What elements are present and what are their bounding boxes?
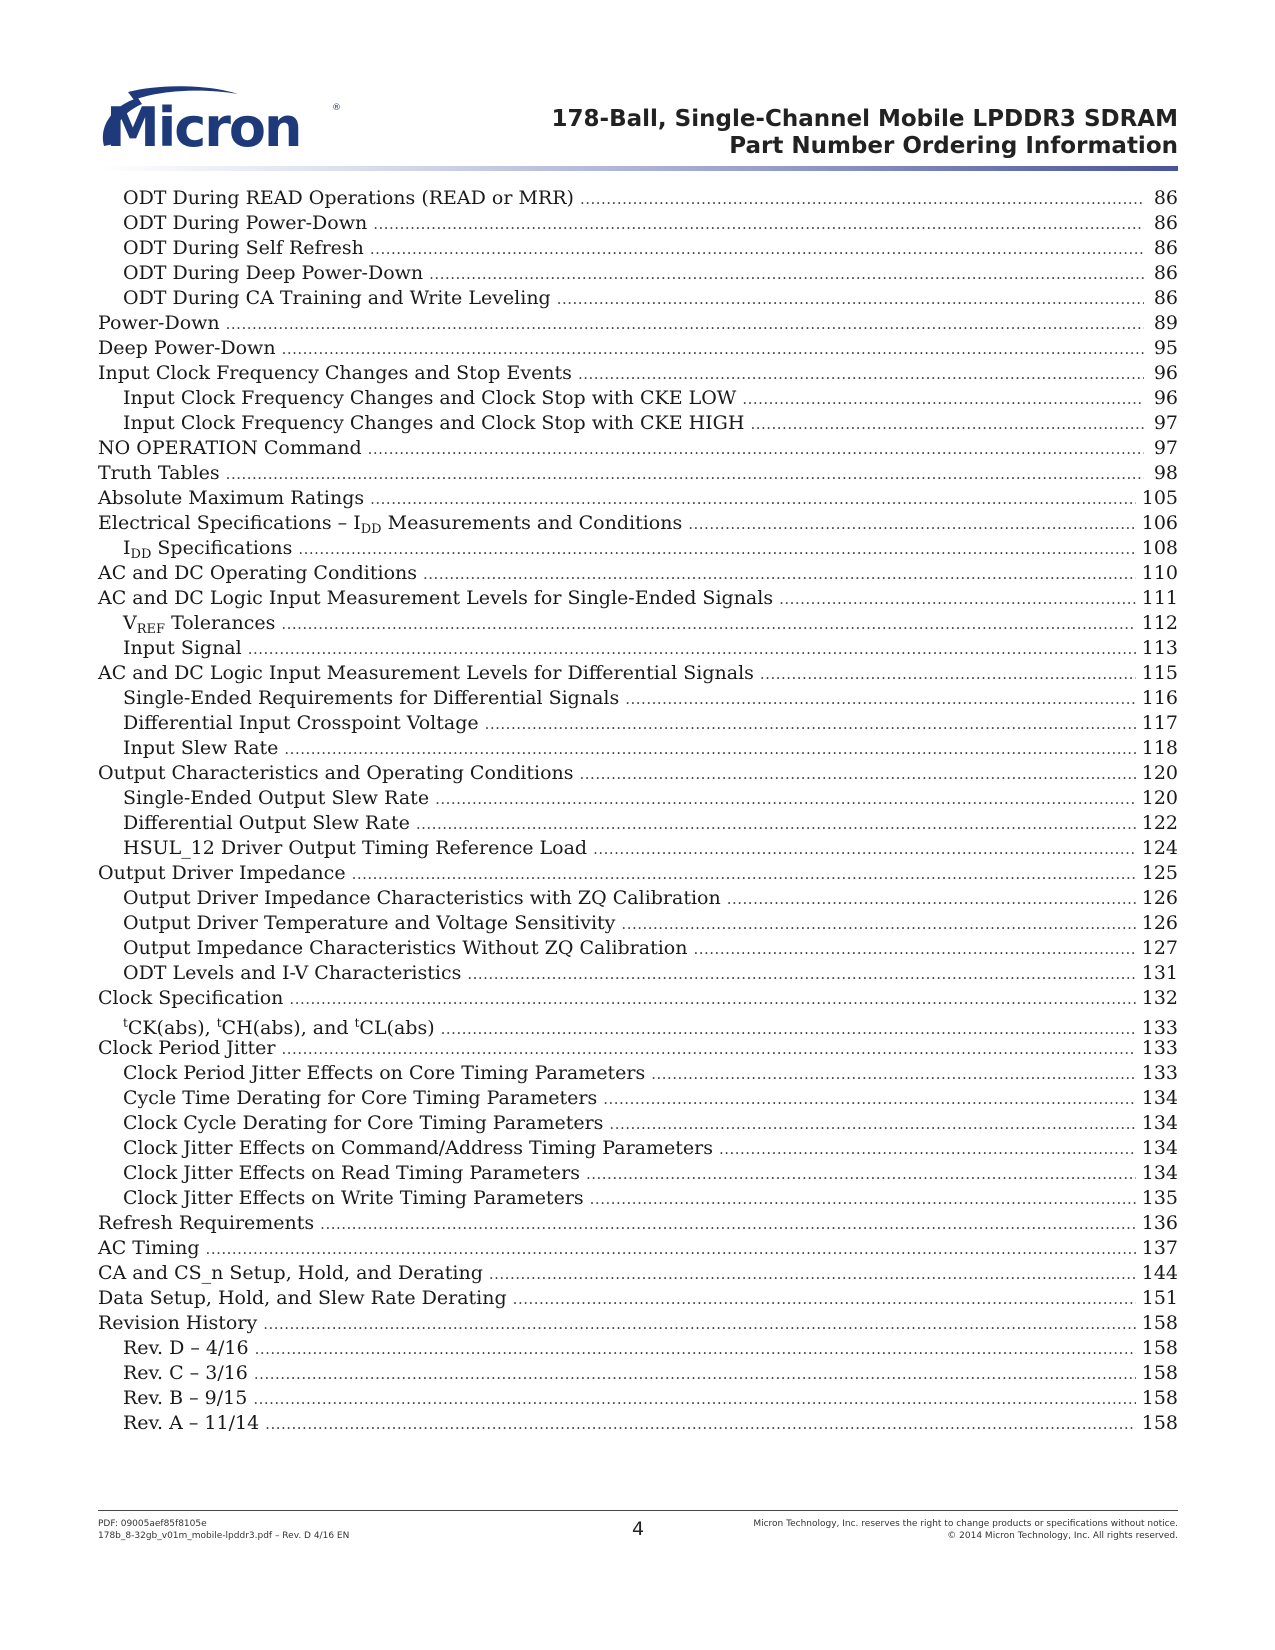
toc-entry[interactable] [98, 186, 1178, 211]
toc-entry-title: Clock Jitter Effects on Read Timing Parameters [123, 1162, 580, 1184]
toc-entry-page: 135 [1141, 1187, 1178, 1209]
toc-entry-title: Output Driver Impedance [98, 862, 346, 884]
toc-entry-title: Deep Power-Down [98, 337, 276, 359]
toc-entry-page: 95 [1153, 337, 1178, 359]
toc-entry-page: 86 [1153, 287, 1178, 309]
toc-entry[interactable] [98, 786, 1178, 811]
toc-entry-title: Input Clock Frequency Changes and Clock Stop with CKE LOW [123, 387, 737, 409]
toc-leader-dots [590, 1187, 1136, 1212]
toc-entry[interactable] [98, 1286, 1178, 1311]
toc-title-superscript: t [354, 1016, 360, 1030]
toc-leader-dots [320, 1212, 1136, 1237]
toc-leader-dots [750, 412, 1144, 437]
toc-leader-dots [467, 962, 1135, 987]
toc-entry[interactable] [98, 311, 1178, 336]
toc-entry-title: Truth Tables [98, 462, 220, 484]
title-line-1: 178-Ball, Single-Channel Mobile LPDDR3 SDRAM [551, 106, 1178, 132]
toc-entry-title: ODT During READ Operations (READ or MRR) [123, 187, 574, 209]
toc-leader-dots [586, 1162, 1136, 1187]
toc-entry-title: ODT During Deep Power-Down [123, 262, 424, 284]
toc-leader-dots [489, 1262, 1136, 1287]
toc-title-part: CK(abs), [127, 1017, 217, 1039]
toc-entry-title: Absolute Maximum Ratings [98, 487, 365, 509]
toc-entry-title: Clock Specification [98, 987, 284, 1009]
toc-entry-page: 124 [1141, 837, 1178, 859]
toc-leader-dots [254, 1362, 1136, 1387]
toc-entry-title: NO OPERATION Command [98, 437, 362, 459]
toc-leader-dots [226, 462, 1144, 487]
toc-entry[interactable] [98, 486, 1178, 511]
toc-entry-page: 158 [1141, 1412, 1178, 1434]
footer-rule [98, 1510, 1178, 1511]
toc-entry[interactable] [98, 436, 1178, 461]
toc-entry-page: 97 [1153, 412, 1178, 434]
toc-entry[interactable] [98, 386, 1178, 411]
toc-entry-page: 134 [1141, 1162, 1178, 1184]
toc-entry-page: 115 [1141, 662, 1178, 684]
toc-leader-dots [719, 1137, 1136, 1162]
toc-entry[interactable] [98, 1361, 1178, 1386]
toc-entry-title: HSUL_12 Driver Output Timing Reference Load [123, 837, 588, 859]
toc-entry-page: 111 [1141, 587, 1178, 609]
toc-entry[interactable] [98, 1061, 1178, 1086]
toc-entry[interactable] [98, 811, 1178, 836]
toc-entry[interactable] [98, 1136, 1178, 1161]
toc-entry[interactable] [98, 1311, 1178, 1336]
toc-title-superscript: t [216, 1016, 222, 1030]
toc-entry-title: Rev. B – 9/15 [123, 1387, 248, 1409]
toc-entry[interactable] [98, 1261, 1178, 1286]
toc-leader-dots [513, 1287, 1136, 1312]
toc-entry-title: Output Characteristics and Operating Conditions [98, 762, 574, 784]
toc-leader-dots [621, 912, 1135, 937]
footer-right [753, 1518, 1178, 1542]
toc-leader-dots [226, 312, 1144, 337]
toc-leader-dots [265, 1412, 1136, 1437]
toc-entry-page: 86 [1153, 262, 1178, 284]
toc-entry[interactable] [98, 961, 1178, 986]
toc-entry-title: Input Clock Frequency Changes and Clock Stop with CKE HIGH [123, 412, 745, 434]
toc-entry-page: 89 [1153, 312, 1178, 334]
toc-entry-page: 133 [1141, 1017, 1178, 1039]
toc-title-part: CH(abs), and [221, 1017, 355, 1039]
toc-entry-title: Cycle Time Derating for Core Timing Parameters [123, 1087, 598, 1109]
toc-leader-dots [423, 562, 1136, 587]
header-rule [98, 166, 1178, 171]
table-of-contents [98, 186, 1178, 1436]
toc-entry-title: ODT During Power-Down [123, 212, 368, 234]
toc-entry-page: 86 [1153, 187, 1178, 209]
toc-entry-title: AC Timing [98, 1237, 200, 1259]
toc-entry-title: Rev. A – 11/14 [123, 1412, 260, 1434]
toc-entry-page: 97 [1153, 437, 1178, 459]
toc-entry-page: 158 [1141, 1387, 1178, 1409]
copyright: © 2014 Micron Technology, Inc. All rights reserved. [947, 1531, 1178, 1541]
toc-leader-dots [206, 1237, 1136, 1262]
toc-entry-title: Clock Cycle Derating for Core Timing Parameters [123, 1112, 604, 1134]
toc-leader-dots [368, 437, 1144, 462]
page-header [98, 82, 1178, 172]
toc-title-part: V [123, 612, 137, 634]
toc-entry-page: 144 [1141, 1262, 1178, 1284]
toc-entry-page: 113 [1141, 637, 1178, 659]
toc-entry-page: 96 [1153, 387, 1178, 409]
toc-entry-page: 134 [1141, 1087, 1178, 1109]
toc-title-part: Electrical Specifications – I [98, 512, 361, 534]
toc-entry-page: 86 [1153, 237, 1178, 259]
toc-entry-page: 98 [1153, 462, 1178, 484]
page-number: 4 [631, 1518, 645, 1540]
toc-leader-dots [370, 237, 1144, 262]
toc-entry-title: AC and DC Logic Input Measurement Levels for Differential Signals [98, 662, 754, 684]
toc-entry[interactable] [98, 686, 1178, 711]
toc-leader-dots [593, 837, 1136, 862]
toc-entry[interactable] [98, 461, 1178, 486]
toc-entry-page: 110 [1141, 562, 1178, 584]
toc-entry-page: 158 [1141, 1312, 1178, 1334]
toc-leader-dots [580, 762, 1136, 787]
toc-entry-title: CA and CS_n Setup, Hold, and Derating [98, 1262, 483, 1284]
toc-entry[interactable] [98, 211, 1178, 236]
toc-entry[interactable] [98, 1161, 1178, 1186]
toc-entry-title: ODT During CA Training and Write Leveling [123, 287, 551, 309]
toc-leader-dots [282, 337, 1144, 362]
toc-entry[interactable] [98, 711, 1178, 736]
toc-entry-page: 134 [1141, 1112, 1178, 1134]
toc-entry-title: Clock Period Jitter [98, 1037, 276, 1059]
toc-entry-title: Rev. D – 4/16 [123, 1337, 249, 1359]
toc-leader-dots [284, 737, 1135, 762]
toc-entry-title: Output Driver Impedance Characteristics with ZQ Calibration [123, 887, 721, 909]
toc-entry[interactable] [98, 936, 1178, 961]
toc-leader-dots [727, 887, 1136, 912]
toc-entry-title: AC and DC Operating Conditions [98, 562, 418, 584]
toc-entry-title: AC and DC Logic Input Measurement Levels for Single-Ended Signals [98, 587, 774, 609]
toc-leader-dots [370, 487, 1136, 512]
toc-leader-dots [580, 187, 1144, 212]
toc-leader-dots [779, 587, 1136, 612]
toc-entry[interactable] [98, 286, 1178, 311]
toc-entry[interactable] [98, 911, 1178, 936]
document-title [552, 106, 1178, 160]
toc-entry-title: Single-Ended Requirements for Differential Signals [123, 687, 620, 709]
toc-title-part: Tolerances [165, 612, 276, 634]
toc-entry[interactable] [98, 561, 1178, 586]
toc-title-part: Specifications [151, 537, 293, 559]
toc-title-subscript: REF [136, 622, 166, 637]
toc-entry[interactable] [98, 586, 1178, 611]
toc-entry-page: 131 [1141, 962, 1178, 984]
toc-leader-dots [651, 1062, 1136, 1087]
toc-entry-title: Clock Jitter Effects on Command/Address Timing Parameters [123, 1137, 713, 1159]
toc-entry[interactable] [98, 761, 1178, 786]
svg-text:Micron: Micron [106, 96, 301, 159]
toc-entry[interactable] [98, 1186, 1178, 1211]
toc-title-part: Measurements and Conditions [381, 512, 683, 534]
toc-entry-title: Differential Output Slew Rate [123, 812, 410, 834]
toc-entry[interactable] [98, 1386, 1178, 1411]
toc-leader-dots [485, 712, 1136, 737]
toc-entry-page: 136 [1141, 1212, 1178, 1234]
toc-leader-dots [298, 537, 1135, 562]
toc-entry[interactable] [98, 1236, 1178, 1261]
toc-entry-page: 127 [1141, 937, 1178, 959]
toc-entry[interactable] [98, 511, 1178, 536]
toc-entry-title: Data Setup, Hold, and Slew Rate Derating [98, 1287, 507, 1309]
toc-entry-title: Input Signal [123, 637, 242, 659]
toc-entry-title: Refresh Requirements [98, 1212, 315, 1234]
file-name: 178b_8-32gb_v01m_mobile-lpddr3.pdf – Rev. D 4/16 EN [98, 1531, 350, 1541]
toc-entry-title: Differential Input Crosspoint Voltage [123, 712, 479, 734]
toc-entry-page: 126 [1141, 887, 1178, 909]
toc-entry-page: 158 [1141, 1337, 1178, 1359]
toc-leader-dots [282, 1037, 1136, 1062]
toc-entry[interactable] [98, 636, 1178, 661]
toc-entry-title: Clock Jitter Effects on Write Timing Parameters [123, 1187, 584, 1209]
toc-entry-page: 122 [1141, 812, 1178, 834]
toc-leader-dots [609, 1112, 1135, 1137]
toc-entry-page: 125 [1141, 862, 1178, 884]
toc-entry-title: Output Impedance Characteristics Without ZQ Calibration [123, 937, 688, 959]
toc-entry-page: 158 [1141, 1362, 1178, 1384]
toc-entry-title: Single-Ended Output Slew Rate [123, 787, 430, 809]
toc-title-part: I [123, 537, 131, 559]
toc-entry-page: 133 [1141, 1062, 1178, 1084]
toc-entry-page: 132 [1141, 987, 1178, 1009]
toc-entry-page: 151 [1141, 1287, 1178, 1309]
toc-entry[interactable] [98, 1011, 1178, 1039]
toc-entry[interactable] [98, 1211, 1178, 1236]
toc-leader-dots [253, 1387, 1135, 1412]
toc-entry-title: ODT During Self Refresh [123, 237, 364, 259]
toc-leader-dots [263, 1312, 1136, 1337]
toc-leader-dots [688, 512, 1135, 537]
toc-entry-page: 106 [1141, 512, 1178, 534]
toc-entry-page: 108 [1141, 537, 1178, 559]
page-footer [98, 1510, 1178, 1541]
toc-leader-dots [578, 362, 1144, 387]
toc-entry-title: Output Driver Temperature and Voltage Sensitivity [123, 912, 616, 934]
toc-entry[interactable] [98, 736, 1178, 761]
pdf-id: PDF: 09005aef85f8105e [98, 1519, 207, 1529]
toc-entry[interactable] [98, 886, 1178, 911]
toc-leader-dots [435, 787, 1136, 812]
toc-title-subscript: DD [360, 522, 382, 537]
toc-entry[interactable] [98, 661, 1178, 686]
toc-entry-page: 133 [1141, 1037, 1178, 1059]
toc-entry[interactable] [98, 536, 1178, 561]
toc-entry[interactable] [98, 986, 1178, 1011]
toc-entry-title: Input Clock Frequency Changes and Stop Events [98, 362, 572, 384]
toc-leader-dots [248, 637, 1136, 662]
toc-leader-dots [352, 862, 1136, 887]
toc-entry[interactable] [98, 1336, 1178, 1361]
toc-entry-page: 86 [1153, 212, 1178, 234]
toc-leader-dots [429, 262, 1144, 287]
toc-entry-page: 118 [1141, 737, 1178, 759]
toc-leader-dots [416, 812, 1136, 837]
toc-title-superscript: t [123, 1016, 128, 1030]
toc-entry-page: 120 [1141, 762, 1178, 784]
toc-entry[interactable] [98, 236, 1178, 261]
toc-title-subscript: DD [130, 547, 152, 562]
rights-notice: Micron Technology, Inc. reserves the right to change products or specifications without notice. [753, 1519, 1178, 1529]
toc-title-part: CL(abs) [359, 1017, 435, 1039]
toc-entry-title: Clock Period Jitter Effects on Core Timing Parameters [123, 1062, 646, 1084]
micron-logo [98, 84, 343, 160]
toc-entry[interactable] [98, 836, 1178, 861]
toc-entry[interactable] [98, 411, 1178, 436]
toc-entry-page: 112 [1141, 612, 1178, 634]
toc-entry-page: 116 [1141, 687, 1178, 709]
toc-entry-page: 126 [1141, 912, 1178, 934]
toc-leader-dots [281, 612, 1135, 637]
toc-entry-page: 137 [1141, 1237, 1178, 1259]
toc-leader-dots [760, 662, 1136, 687]
toc-entry[interactable] [98, 1036, 1178, 1061]
toc-leader-dots [693, 937, 1135, 962]
toc-leader-dots [603, 1087, 1136, 1112]
toc-entry[interactable] [98, 1086, 1178, 1111]
toc-entry[interactable] [98, 611, 1178, 636]
toc-entry-page: 96 [1153, 362, 1178, 384]
toc-entry-page: 105 [1141, 487, 1178, 509]
svg-text:®: ® [332, 103, 341, 113]
toc-entry[interactable] [98, 1111, 1178, 1136]
title-line-2: Part Number Ordering Information [729, 133, 1178, 159]
toc-entry-title: Rev. C – 3/16 [123, 1362, 248, 1384]
toc-leader-dots [557, 287, 1144, 312]
toc-entry[interactable] [98, 336, 1178, 361]
toc-leader-dots [289, 987, 1135, 1012]
toc-entry-title: Input Slew Rate [123, 737, 279, 759]
toc-entry[interactable] [98, 261, 1178, 286]
toc-entry[interactable] [98, 1411, 1178, 1436]
toc-leader-dots [742, 387, 1144, 412]
toc-entry-page: 117 [1141, 712, 1178, 734]
toc-entry-title: ODT Levels and I-V Characteristics [123, 962, 462, 984]
toc-entry[interactable] [98, 861, 1178, 886]
toc-entry-title: Revision History [98, 1312, 258, 1334]
toc-leader-dots [255, 1337, 1136, 1362]
toc-leader-dots [625, 687, 1135, 712]
toc-entry-title: Power-Down [98, 312, 220, 334]
toc-leader-dots [373, 212, 1144, 237]
toc-entry-page: 134 [1141, 1137, 1178, 1159]
toc-entry[interactable] [98, 361, 1178, 386]
toc-entry-page: 120 [1141, 787, 1178, 809]
